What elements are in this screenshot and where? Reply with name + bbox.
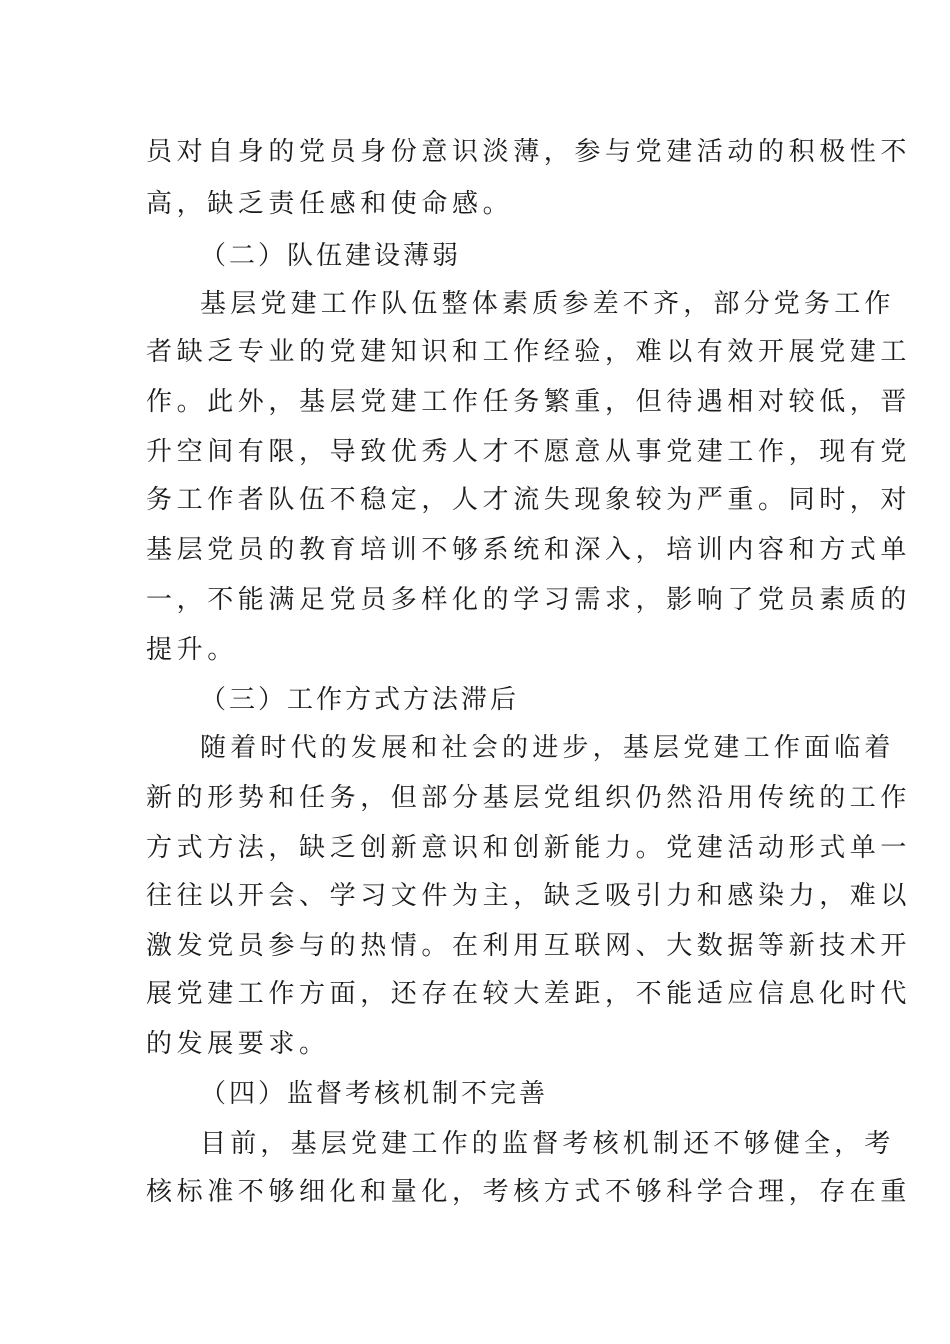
paragraph-line: 方式方法，缺乏创新意识和创新能力。党建活动形式单一 — [146, 833, 912, 863]
paragraph-line: 核标准不够细化和量化，考核方式不够科学合理，存在重 — [146, 1177, 912, 1207]
paragraph-line: 目前，基层党建工作的监督考核机制还不够健全，考 — [200, 1129, 895, 1159]
paragraph-line: 作。此外，基层党建工作任务繁重，但待遇相对较低，晋 — [146, 387, 912, 417]
section-heading-4: （四）监督考核机制不完善 — [200, 1079, 549, 1109]
paragraph-line: 员对自身的党员身份意识淡薄，参与党建活动的积极性不 — [146, 137, 912, 167]
paragraph-line: 基层党建工作队伍整体素质参差不齐，部分党务工作 — [200, 289, 895, 319]
paragraph-line: 的发展要求。 — [146, 1029, 330, 1059]
paragraph-line: 一，不能满足党员多样化的学习需求，影响了党员素质的 — [146, 585, 912, 615]
section-heading-3: （三）工作方式方法滞后 — [200, 685, 520, 715]
paragraph-line: 基层党员的教育培训不够系统和深入，培训内容和方式单 — [146, 535, 912, 565]
paragraph-line: 者缺乏专业的党建知识和工作经验，难以有效开展党建工 — [146, 337, 912, 367]
paragraph-line: 高，缺乏责任感和使命感。 — [146, 189, 514, 219]
paragraph-line: 升空间有限，导致优秀人才不愿意从事党建工作，现有党 — [146, 437, 912, 467]
paragraph-line: 新的形势和任务，但部分基层党组织仍然沿用传统的工作 — [146, 783, 912, 813]
paragraph-line: 提升。 — [146, 635, 238, 665]
paragraph-line: 激发党员参与的热情。在利用互联网、大数据等新技术开 — [146, 931, 912, 961]
paragraph-line: 务工作者队伍不稳定，人才流失现象较为严重。同时，对 — [146, 485, 912, 515]
paragraph-line: 展党建工作方面，还存在较大差距，不能适应信息化时代 — [146, 979, 912, 1009]
paragraph-line: 往往以开会、学习文件为主，缺乏吸引力和感染力，难以 — [146, 881, 912, 911]
section-heading-2: （二）队伍建设薄弱 — [200, 241, 462, 271]
paragraph-line: 随着时代的发展和社会的进步，基层党建工作面临着 — [200, 733, 895, 763]
